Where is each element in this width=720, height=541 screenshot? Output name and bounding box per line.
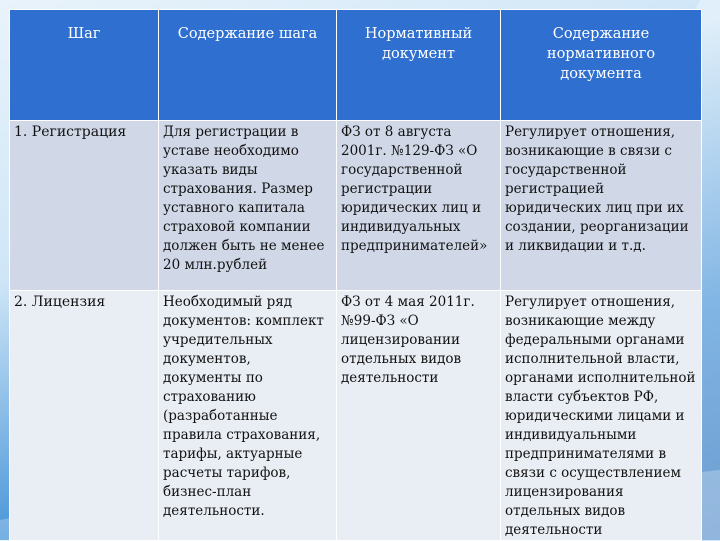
row-registration-step: 1. Регистрация	[10, 121, 159, 291]
row-license-content: Необходимый ряд документов: комплект учредительных документов, документы по страхованию (разработанные правила страхования, тарифы, актуарные расчеты тарифов, бизнес-план деятельности.	[159, 291, 337, 541]
header-document-content: Содержание нормативного документа	[501, 10, 702, 121]
table-row	[10, 291, 702, 541]
row-license-doc-content: Регулирует отношения, возникающие между федеральными органами исполнительной власти, органами исполнительной власти субъектов РФ, юридическими лицами и индивидуальными предпринимателями в связи с осуществлением лицензирования отдельных видов деятельности	[501, 291, 702, 541]
header-step: Шаг	[10, 10, 159, 121]
header-normative-document: Нормативный документ	[337, 10, 501, 121]
row-registration-content: Для регистрации в уставе необходимо указать виды страхования. Размер уставного капитала страховой компании должен быть не менее 20 млн.рублей	[159, 121, 337, 291]
row-registration-document: ФЗ от 8 августа 2001г. №129-ФЗ «О государственной регистрации юридических лиц и индивидуальных предпринимателей»	[337, 121, 501, 291]
row-license-document: ФЗ от 4 мая 2011г. №99-ФЗ «О лицензировании отдельных видов деятельности	[337, 291, 501, 541]
row-license-step: 2. Лицензия	[10, 291, 159, 541]
regulation-table	[9, 9, 702, 541]
table-row	[10, 121, 702, 291]
table-header-row	[10, 10, 702, 121]
header-step-content: Содержание шага	[159, 10, 337, 121]
row-registration-doc-content: Регулирует отношения, возникающие в связи с государственной регистрацией юридических лиц при их создании, реорганизации и ликвидации и т.д.	[501, 121, 702, 291]
